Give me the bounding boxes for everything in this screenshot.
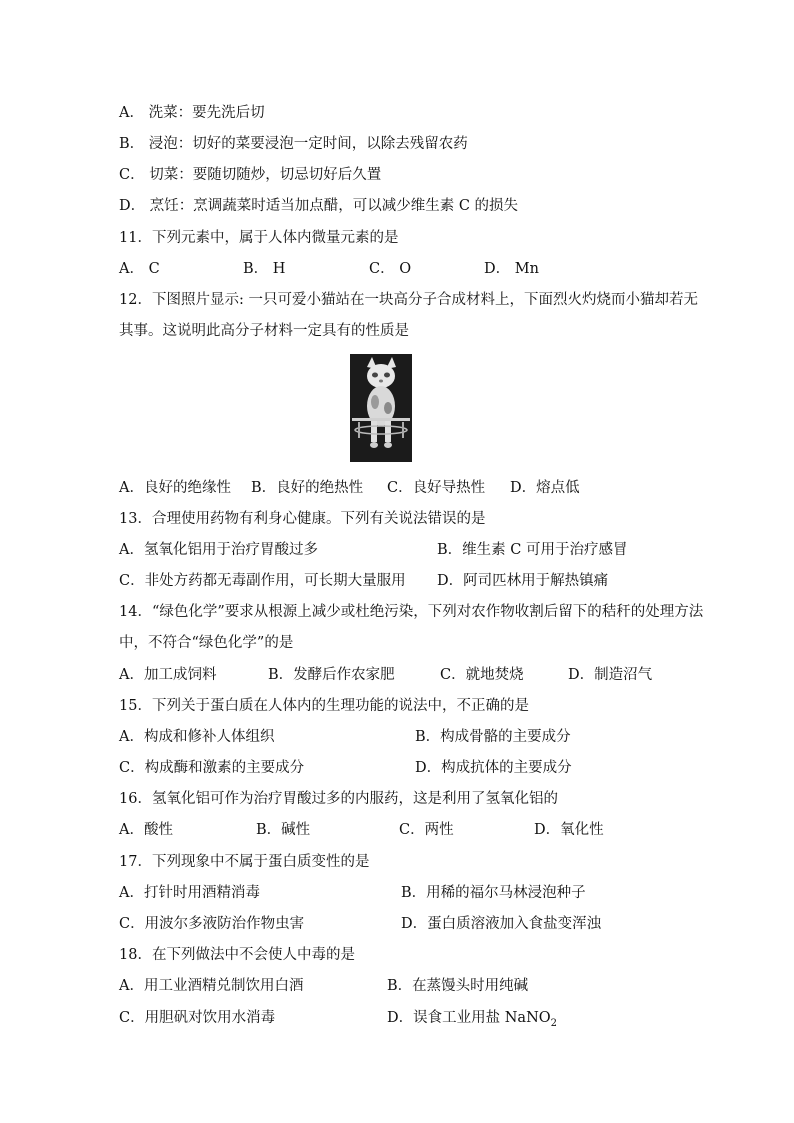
q11-option-d: D． Mn bbox=[484, 261, 539, 277]
q16-option-d: D．氧化性 bbox=[534, 822, 604, 838]
q17-stem: 17．下列现象中不属于蛋白质变性的是 bbox=[119, 854, 370, 870]
cat-on-polymer-illustration bbox=[350, 354, 412, 462]
prev-option-a: A． 洗菜：要先洗后切 bbox=[119, 105, 265, 121]
q14-option-d: D．制造沼气 bbox=[568, 667, 653, 683]
q18-stem: 18．在下列做法中不会使人中毒的是 bbox=[119, 947, 355, 963]
q16-stem: 16．氢氧化铝可作为治疗胃酸过多的内服药，这是利用了氢氧化铝的 bbox=[119, 791, 558, 807]
q15-option-d: D．构成抗体的主要成分 bbox=[415, 760, 572, 776]
q17-option-b: B．用稀的福尔马林浸泡种子 bbox=[401, 885, 586, 901]
q15-option-b: B．构成骨骼的主要成分 bbox=[415, 729, 571, 745]
q15-stem: 15．下列关于蛋白质在人体内的生理功能的说法中，不正确的是 bbox=[119, 698, 529, 714]
q13-option-c: C．非处方药都无毒副作用，可长期大量服用 bbox=[119, 573, 406, 589]
q12-option-a: A．良好的绝缘性 bbox=[119, 480, 231, 496]
prev-option-d: D． 烹饪：烹调蔬菜时适当加点醋，可以减少维生素 C 的损失 bbox=[119, 198, 519, 214]
q18-option-d-text: D．误食工业用盐 NaNO bbox=[387, 1010, 551, 1026]
q14-option-c: C．就地焚烧 bbox=[440, 667, 524, 683]
q14-stem-line1: 14．“绿色化学”要求从根源上减少或杜绝污染，下列对农作物收割后留下的秸秆的处理方法 bbox=[119, 604, 704, 620]
q18-option-d bbox=[387, 1008, 557, 1034]
q12-option-d: D．熔点低 bbox=[510, 480, 580, 496]
q13-stem: 13．合理使用药物有利身心健康。下列有关说法错误的是 bbox=[119, 511, 486, 527]
q14-option-a: A．加工成饲料 bbox=[119, 667, 217, 683]
q18-option-a: A．用工业酒精兑制饮用白酒 bbox=[119, 978, 304, 994]
q12-stem-line2: 其事。这说明此高分子材料一定具有的性质是 bbox=[119, 323, 409, 339]
q13-option-d: D．阿司匹林用于解热镇痛 bbox=[437, 573, 609, 589]
q16-option-c: C．两性 bbox=[399, 822, 454, 838]
q18-option-d-subscript: 2 bbox=[550, 1017, 558, 1029]
q12-option-b: B．良好的绝热性 bbox=[251, 480, 364, 496]
prev-option-c: C． 切菜：要随切随炒，切忌切好后久置 bbox=[119, 167, 382, 183]
q11-stem: 11．下列元素中，属于人体内微量元素的是 bbox=[119, 230, 399, 246]
cat-photo bbox=[350, 354, 412, 462]
q13-option-a: A．氢氧化铝用于治疗胃酸过多 bbox=[119, 542, 318, 558]
prev-option-b: B． 浸泡：切好的菜要浸泡一定时间，以除去残留农药 bbox=[119, 136, 468, 152]
q17-option-d: D．蛋白质溶液加入食盐变浑浊 bbox=[401, 916, 602, 932]
q13-option-b: B．维生素 C 可用于治疗感冒 bbox=[437, 542, 628, 558]
q14-stem-line2: 中，不符合“绿色化学”的是 bbox=[119, 635, 294, 651]
q12-option-c: C．良好导热性 bbox=[387, 480, 486, 496]
q11-option-c: C． O bbox=[369, 261, 412, 277]
q16-option-b: B．碱性 bbox=[256, 822, 311, 838]
q18-option-b: B．在蒸馒头时用纯碱 bbox=[387, 978, 529, 994]
q12-stem-line1: 12．下图照片显示: 一只可爱小猫站在一块高分子合成材料上，下面烈火灼烧而小猫却若无 bbox=[119, 292, 698, 308]
q17-option-c: C．用波尔多液防治作物虫害 bbox=[119, 916, 305, 932]
q11-option-a: A． C bbox=[119, 261, 160, 277]
q14-option-b: B．发酵后作农家肥 bbox=[268, 667, 395, 683]
q17-option-a: A．打针时用酒精消毒 bbox=[119, 885, 260, 901]
q16-option-a: A．酸性 bbox=[119, 822, 173, 838]
q18-option-c: C．用胆矾对饮用水消毒 bbox=[119, 1010, 276, 1026]
q15-option-c: C．构成酶和激素的主要成分 bbox=[119, 760, 305, 776]
q11-option-b: B． H bbox=[243, 261, 286, 277]
q15-option-a: A．构成和修补人体组织 bbox=[119, 729, 275, 745]
